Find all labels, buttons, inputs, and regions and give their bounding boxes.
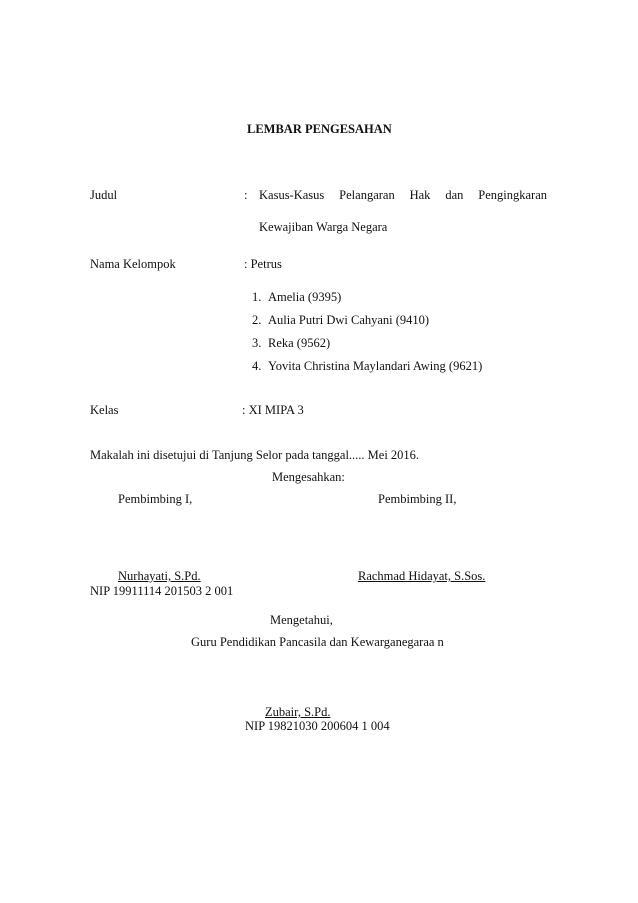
pembimbing2-name: Rachmad Hidayat, S.Sos. [358,569,486,583]
mengetahui-label: Mengetahui, [270,613,333,627]
page-title: LEMBAR PENGESAHAN [247,122,392,136]
guru-nip: NIP 19821030 200604 1 004 [245,719,390,733]
judul-word: dan [445,188,464,202]
member-number: 3. [252,336,262,350]
guru-name: Zubair, S.Pd. [265,705,331,719]
kelompok-label: Nama Kelompok [90,257,176,271]
kelas-value: : XI MIPA 3 [242,403,304,417]
pembimbing1-label: Pembimbing I, [118,492,193,506]
member-number: 1. [252,290,262,304]
pembimbing2-label: Pembimbing II, [378,492,457,506]
kelompok-leader: : Petrus [244,257,282,271]
pembimbing1-nip: NIP 19911114 201503 2 001 [90,584,234,598]
judul-line-1 [259,189,547,202]
guru-title: Guru Pendidikan Pancasila dan Kewarganegaraa n [191,635,444,649]
member-list-item [252,360,482,373]
member-name: Amelia (9395) [268,290,342,304]
judul-colon: : [244,188,248,202]
member-name: Reka (9562) [268,336,331,350]
member-list-item [252,337,330,350]
kelas-label: Kelas [90,403,119,417]
judul-word: Pengingkaran [478,188,547,202]
pembimbing1-name: Nurhayati, S.Pd. [118,569,201,583]
member-list-item [252,314,429,327]
approval-statement: Makalah ini disetujui di Tanjung Selor pada tanggal..... Mei 2016. [90,448,420,462]
judul-word: Pelangaran [339,188,395,202]
member-name: Yovita Christina Maylandari Awing (9621) [268,359,483,373]
member-number: 2. [252,313,262,327]
judul-line-2: Kewajiban Warga Negara [259,220,388,234]
mengesahkan-label: Mengesahkan: [272,470,345,484]
judul-word: Kasus-Kasus [259,188,325,202]
member-number: 4. [252,359,262,373]
judul-word: Hak [409,188,431,202]
member-name: Aulia Putri Dwi Cahyani (9410) [268,313,430,327]
member-list-item [252,291,341,304]
judul-label: Judul [90,188,118,202]
